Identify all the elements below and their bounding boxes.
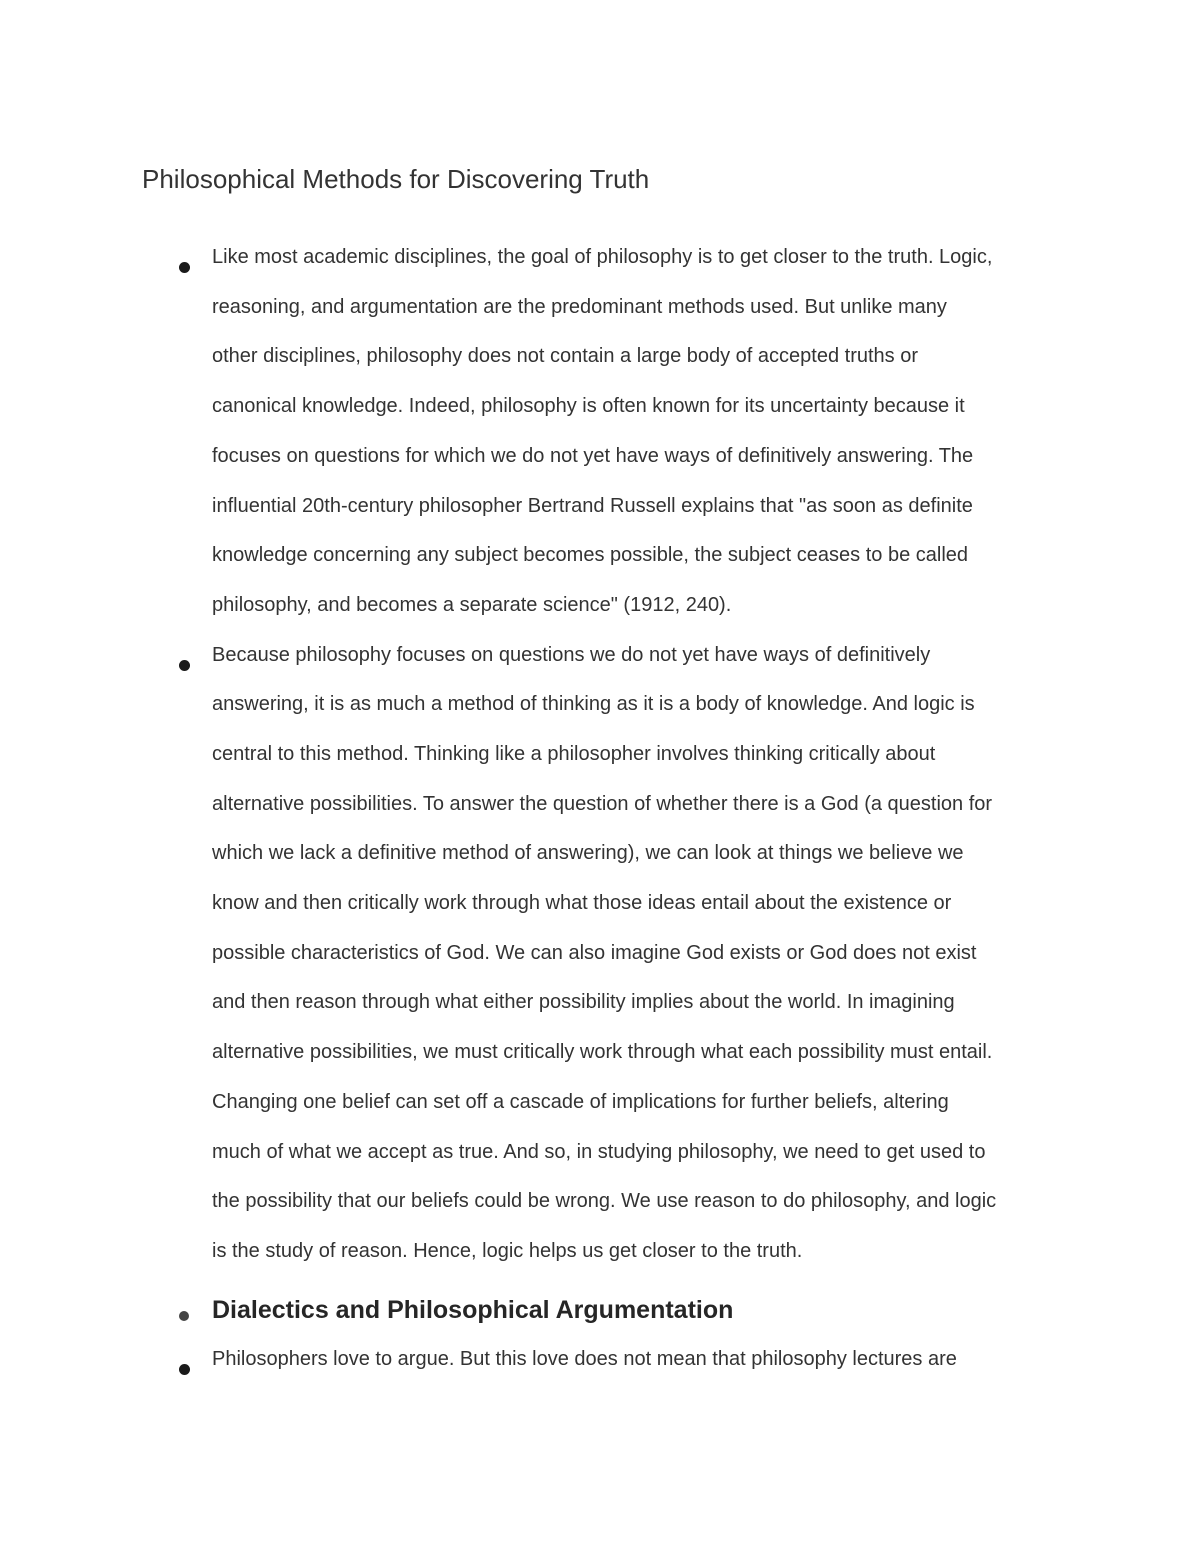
paragraph-line: Philosophers love to argue. But this love does not mean that philosophy lectures are (212, 1347, 957, 1370)
paragraph-line: reasoning, and argumentation are the predominant methods used. But unlike many (212, 295, 947, 318)
paragraph-line: which we lack a definitive method of answering), we can look at things we believe we (212, 842, 964, 865)
paragraph-line: central to this method. Thinking like a philosopher involves thinking critically about (212, 742, 936, 765)
section-heading: Dialectics and Philosophical Argumentation (212, 1295, 734, 1324)
paragraph-line: philosophy, and becomes a separate science" (1912, 240). (212, 593, 732, 616)
paragraph-line: alternative possibilities, we must critically work through what each possibility must entail. (212, 1041, 993, 1064)
bullet-icon (179, 660, 190, 671)
paragraph-line: canonical knowledge. Indeed, philosophy is often known for its uncertainty because it (212, 395, 965, 418)
paragraph-line: much of what we accept as true. And so, in studying philosophy, we need to get used to (212, 1140, 986, 1163)
paragraph-line: other disciplines, philosophy does not contain a large body of accepted truths or (212, 345, 918, 368)
paragraph-line: knowledge concerning any subject becomes possible, the subject ceases to be called (212, 544, 969, 567)
paragraph-line: possible characteristics of God. We can also imagine God exists or God does not exist (212, 941, 977, 964)
paragraph-line: know and then critically work through what those ideas entail about the existence or (212, 892, 952, 915)
paragraph-line: influential 20th-century philosopher Bertrand Russell explains that "as soon as definite (212, 494, 973, 517)
paragraph-line: the possibility that our beliefs could be wrong. We use reason to do philosophy, and logic (212, 1190, 997, 1213)
paragraph-line: is the study of reason. Hence, logic helps us get closer to the truth. (212, 1239, 803, 1262)
paragraph-line: and then reason through what either possibility implies about the world. In imagining (212, 991, 955, 1014)
paragraph-line: alternative possibilities. To answer the question of whether there is a God (a question for (212, 792, 993, 815)
paragraph-line: Like most academic disciplines, the goal of philosophy is to get closer to the truth. Logic, (212, 246, 993, 268)
paragraph-line: Changing one belief can set off a cascade of implications for further beliefs, altering (212, 1090, 949, 1113)
document-title: Philosophical Methods for Discovering Truth (142, 164, 650, 194)
paragraph-line: focuses on questions for which we do not yet have ways of definitively answering. The (212, 444, 974, 467)
paragraph-line: answering, it is as much a method of thinking as it is a body of knowledge. And logic is (212, 693, 975, 716)
paragraph-line: Because philosophy focuses on questions we do not yet have ways of definitively (212, 643, 931, 666)
bullet-icon (179, 1364, 190, 1375)
bullet-icon (179, 1311, 189, 1321)
bullet-icon (179, 262, 190, 273)
